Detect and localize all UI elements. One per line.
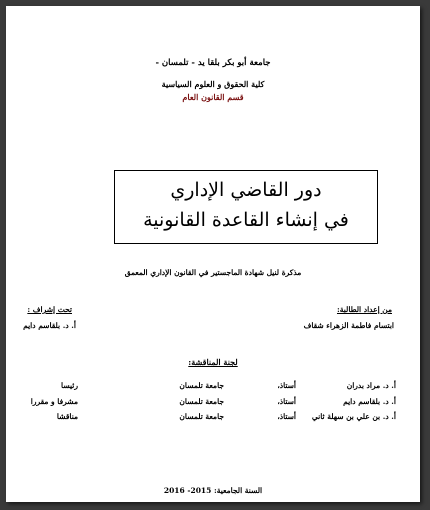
member-role: مناقشا xyxy=(56,412,78,421)
student-name: ابتسام فاطمة الزهراء شقاف xyxy=(303,321,394,330)
member-role: رئيسا xyxy=(61,381,78,390)
memo-description: مذكرة لنيل شهادة الماجستير في القانون الإداري المعمق xyxy=(124,268,302,277)
thesis-title-box xyxy=(114,170,378,244)
member-role: مشرفا و مقررا xyxy=(30,397,78,406)
member-university: جامعة تلمسان xyxy=(179,397,224,406)
member-university: جامعة تلمسان xyxy=(179,412,224,421)
supervisor-label: تحت إشراف : xyxy=(27,305,72,314)
member-name: أ. د. بن علي بن سهلة ثاني xyxy=(311,412,396,421)
prepared-by-label: من إعداد الطالبة: xyxy=(336,305,392,314)
member-university: جامعة تلمسان xyxy=(179,381,224,390)
thesis-title-line-1: دور القاضي الإداري xyxy=(170,179,322,201)
department-name: قسم القانون العام xyxy=(182,92,244,102)
committee-member-row xyxy=(6,412,420,424)
committee-label: لجنة المناقشة: xyxy=(188,357,238,367)
university-name: جامعة أبو بكر بلقا يد - تلمسان - xyxy=(155,58,271,68)
academic-year: السنة الجامعية: 2015- 2016 xyxy=(163,486,263,495)
member-rank: أستاذ، xyxy=(277,397,296,406)
member-rank: أستاذ، xyxy=(277,412,296,421)
committee-member-row xyxy=(6,397,420,409)
document-page xyxy=(6,6,420,502)
member-name: أ. د. مراد بدران xyxy=(346,381,396,390)
member-rank: أستاذ، xyxy=(277,381,296,390)
faculty-name: كلية الحقوق و العلوم السياسية xyxy=(161,79,265,89)
member-name: أ. د. بلقاسم دايم xyxy=(343,397,396,406)
thesis-title-line-2: في إنشاء القاعدة القانونية xyxy=(143,209,349,231)
supervisor-name: أ. د. بلقاسم دايم xyxy=(23,321,76,330)
committee-member-row xyxy=(6,381,420,393)
